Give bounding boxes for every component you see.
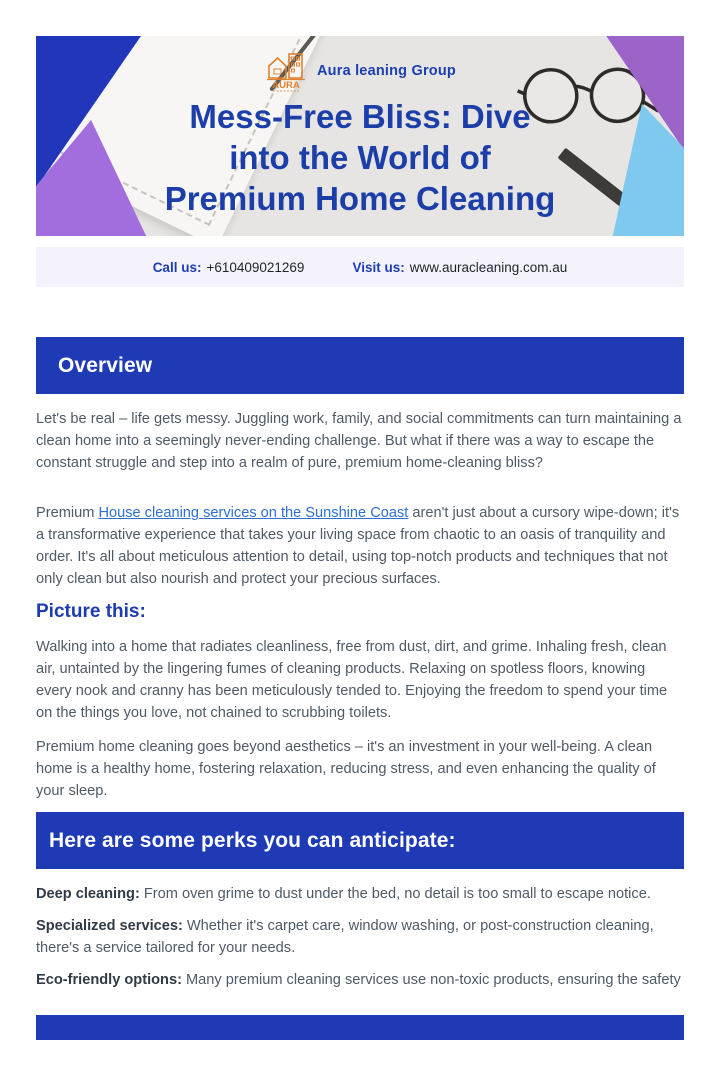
visit-us-label: Visit us: [352,259,405,275]
next-section-header-partial [36,1015,684,1040]
intro-paragraph: Let's be real – life gets messy. Juggling work, family, and social commitments can turn maintaining a clean home into a seemingly never-ending challenge. But what if there was a way to escape the constant struggle and step into a realm of pure, premium home-cleaning bliss? [36,411,682,471]
wellbeing-paragraph: Premium home cleaning goes beyond aesthetics – it's an investment in your well-being. A clean home is a healthy home, fostering relaxation, reducing stress, and even enhancing the quality of your sleep. [36,739,656,799]
sunshine-coast-link[interactable]: House cleaning services on the Sunshine Coast [98,505,409,521]
hero-banner [36,36,684,236]
visit-us [352,260,567,275]
overview-section-header [36,337,684,394]
perk-label: Specialized services: [36,918,183,934]
premium-paragraph-start: Premium [36,505,99,521]
perks-title: Here are some perks you can anticipate: [49,828,456,852]
perk-label: Eco-friendly options: [36,972,182,988]
picture-paragraph: Walking into a home that radiates cleanliness, free from dust, dirt, and grime. Inhaling fresh, clean air, untainted by the lingering fumes of cleaning products. Relaxing on spotless floors, knowing every nook and cranny has been meticulously tended to. Enjoying the freedom to spend your time on the things you love, not chained to scrubbing toilets. [36,639,668,721]
perks-section-header [36,812,684,869]
website-url: www.auracleaning.com.au [409,259,568,275]
title-line-1: Mess-Free Bliss: Dive [189,98,531,135]
perk-label: Deep cleaning: [36,886,140,902]
title-line-2: into the World of [229,139,491,176]
call-us-label: Call us: [152,259,202,275]
perk-text: Many premium cleaning services use non-toxic products, ensuring the safety [181,972,681,988]
premium-paragraph [36,502,684,590]
aura-logo-icon [264,50,308,92]
flyer-title [36,96,684,219]
perk-eco-friendly [36,969,684,991]
perk-deep-cleaning [36,883,684,905]
perk-text: From oven grime to dust under the bed, no detail is too small to escape notice. [139,886,651,902]
perk-text: Whether it's carpet care, window washing, or post-construction cleaning, there's a service tailored for your needs. [36,918,654,956]
overview-title: Overview [58,353,153,377]
premium-paragraph-end: aren't just about a cursory wipe-down; it's a transformative experience that takes your living space from chaotic to an oasis of tranquility and order. It's all about meticulous attention to detail, using top-notch products and techniques that not only clean but also nourish and protect your precious surfaces. [36,505,680,587]
phone-number: +610409021269 [206,259,305,275]
title-line-3: Premium Home Cleaning [164,180,556,217]
flyer-page [36,36,684,1040]
contact-bar [36,247,684,287]
brand [36,36,684,92]
call-us [153,260,305,275]
brand-name: Aura leaning Group [317,63,456,79]
picture-this-heading: Picture this: [36,601,146,622]
perk-specialized-services [36,915,684,959]
logo-wordmark: AURA [272,80,300,91]
